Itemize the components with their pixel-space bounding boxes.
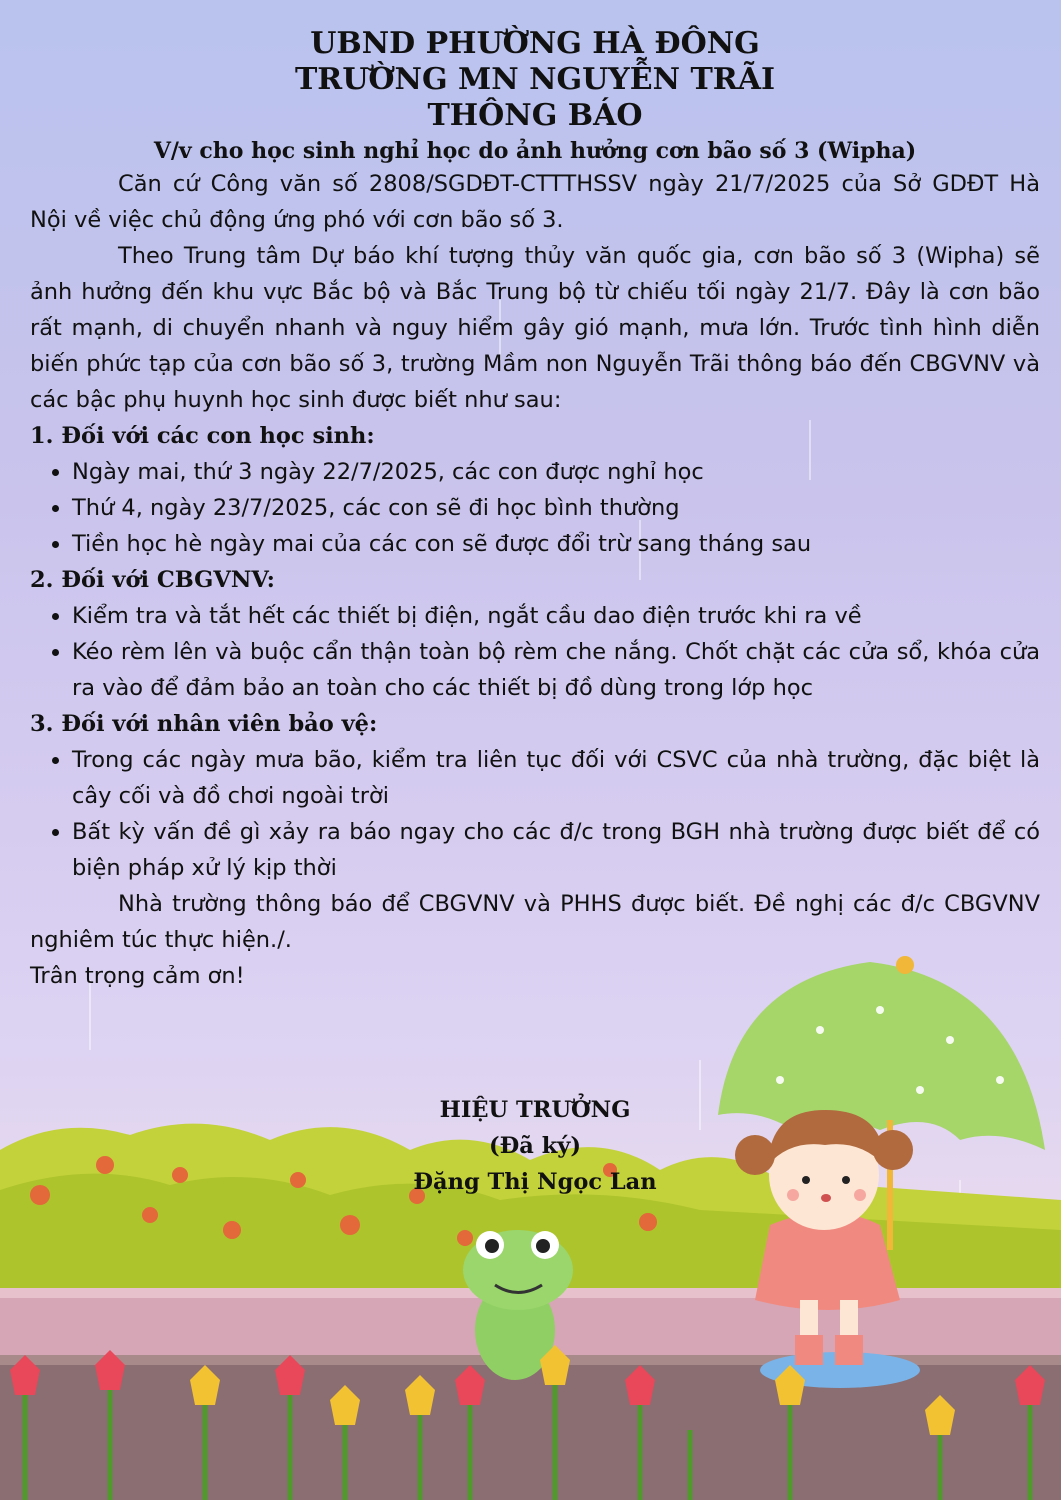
paragraph-legal-basis: Căn cứ Công văn số 2808/SGDĐT-CTTTHSSV ngày 21/7/2025 của Sở GDĐT Hà Nội về việc chủ động ứng phó với cơn bão số 3. — [30, 171, 1040, 233]
section-title-students: 1. Đối với các con học sinh: — [30, 423, 375, 449]
section-title-security: 3. Đối với nhân viên bảo vệ: — [30, 711, 378, 737]
list-staff — [30, 598, 1040, 706]
list-item: • Thứ 4, ngày 23/7/2025, các con sẽ đi học bình thường — [72, 490, 1040, 526]
list-item: • Ngày mai, thứ 3 ngày 22/7/2025, các con được nghỉ học — [72, 454, 1040, 490]
notice-document — [30, 26, 1040, 994]
signature-block — [300, 1092, 770, 1200]
list-item: • Trong các ngày mưa bão, kiểm tra liên tục đối với CSVC của nhà trường, đặc biệt là cây cối và đồ chơi ngoài trời — [72, 742, 1040, 814]
authority-name: UBND PHƯỜNG HÀ ĐÔNG — [310, 26, 760, 61]
notice-title: THÔNG BÁO — [427, 98, 643, 133]
school-name: TRƯỜNG MN NGUYỄN TRÃI — [294, 62, 776, 97]
signed-mark: (Đã ký) — [488, 1133, 582, 1159]
list-item: • Tiền học hè ngày mai của các con sẽ được đổi trừ sang tháng sau — [72, 526, 1040, 562]
list-item: • Bất kỳ vấn đề gì xảy ra báo ngay cho các đ/c trong BGH nhà trường được biết để có biện pháp xử lý kịp thời — [72, 814, 1040, 886]
signer-title: HIỆU TRƯỞNG — [439, 1097, 631, 1123]
list-item: • Kiểm tra và tắt hết các thiết bị điện, ngắt cầu dao điện trước khi ra về — [72, 598, 1040, 634]
notice-subject: V/v cho học sinh nghỉ học do ảnh hưởng cơn bão số 3 (Wipha) — [153, 138, 917, 164]
paragraph-closing: Nhà trường thông báo để CBGVNV và PHHS được biết. Đề nghị các đ/c CBGVNV nghiêm túc thực hiện./. — [30, 891, 1040, 953]
paragraph-situation: Theo Trung tâm Dự báo khí tượng thủy văn quốc gia, cơn bão số 3 (Wipha) sẽ ảnh hưởng đến khu vực Bắc bộ và Bắc Trung bộ từ chiếu tối ngày 21/7. Đây là cơn bão rất mạnh, di chuyển nhanh và nguy hiểm gây gió mạnh, mưa lớn. Trước tình hình diễn biến phức tạp của cơn bão số 3, trường Mầm non Nguyễn Trãi thông báo đến CBGVNV và các bậc phụ huynh học sinh được biết như sau: — [30, 243, 1040, 413]
list-item: • Kéo rèm lên và buộc cẩn thận toàn bộ rèm che nắng. Chốt chặt các cửa sổ, khóa cửa ra vào để đảm bảo an toàn cho các thiết bị đồ dùng trong lớp học — [72, 634, 1040, 706]
list-security — [30, 742, 1040, 886]
section-title-staff: 2. Đối với CBGVNV: — [30, 567, 275, 593]
list-students — [30, 454, 1040, 562]
signer-name: Đặng Thị Ngọc Lan — [413, 1169, 657, 1195]
thanks-line: Trân trọng cảm ơn! — [30, 963, 245, 989]
